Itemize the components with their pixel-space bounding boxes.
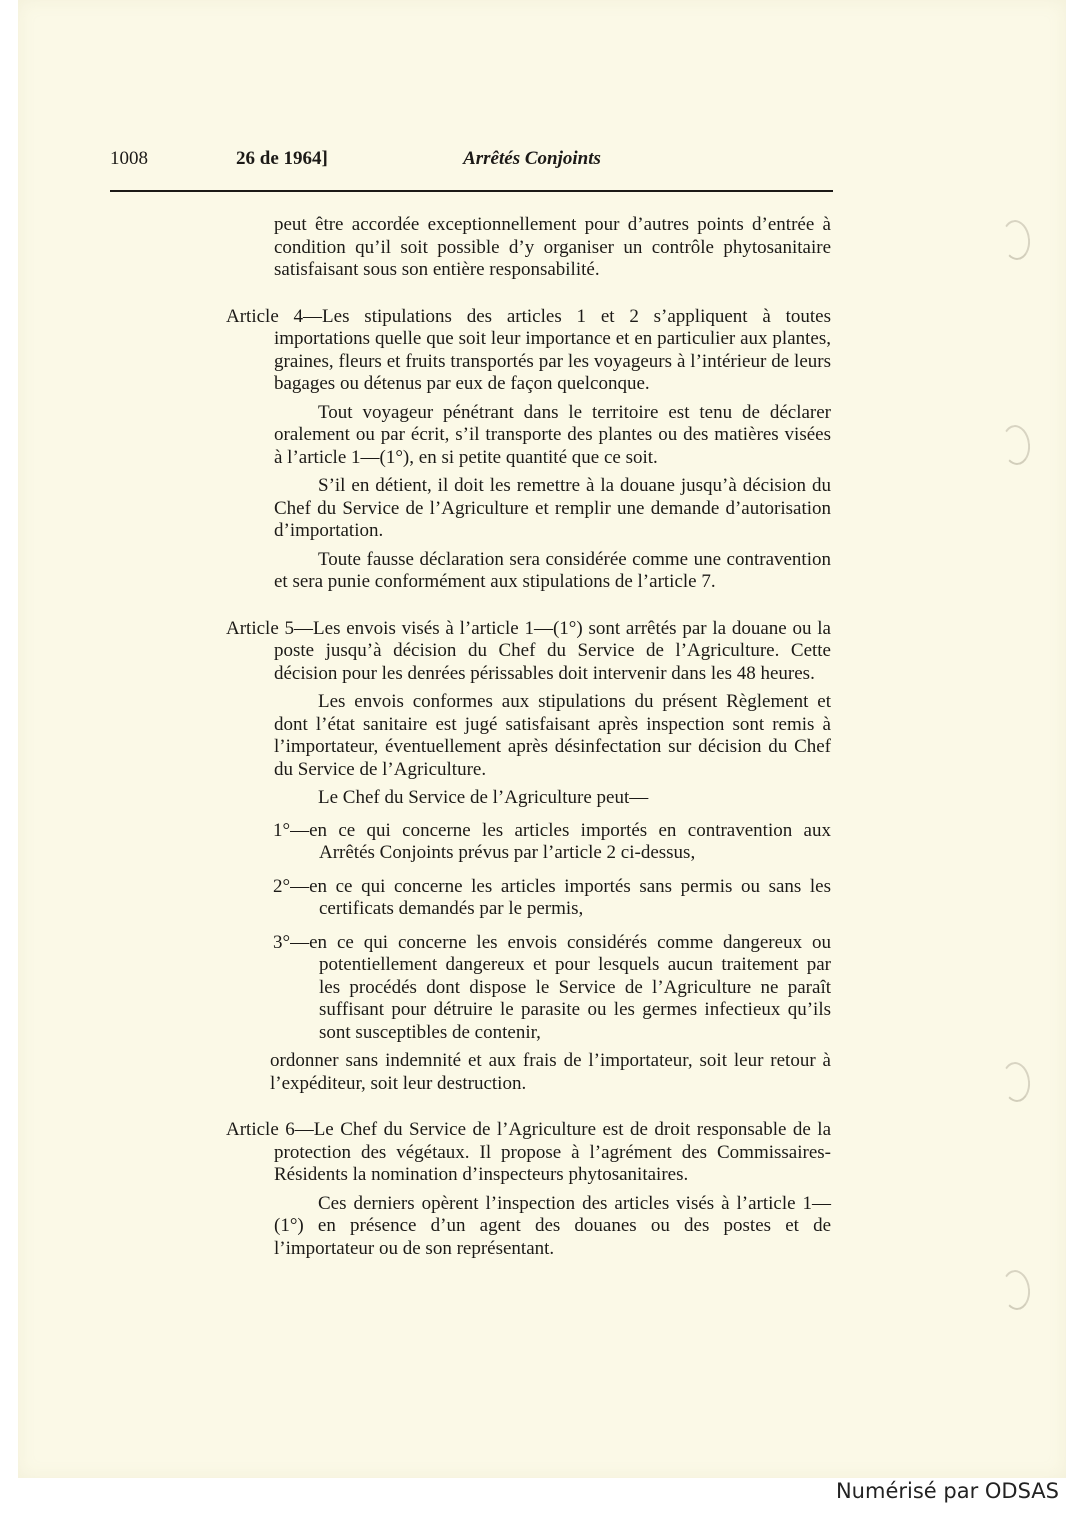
section-title: Arrêtés Conjoints bbox=[463, 148, 601, 169]
article-4-paragraph: Tout voyageur pénétrant dans le territoire est tenu de déclarer oralement ou par écrit, s’il transporte des plantes ou des matières visées à l’article 1—(1°), en si petite quantité que ce soit. bbox=[274, 401, 831, 468]
article-4-heading-paragraph: Article 4—Les stipulations des articles 1 et 2 s’appliquent à toutes importations quelle que soit leur importance et en particulier aux plantes, graines, fleurs et fruits transportés par les voyageurs à l’intérieur de leurs bagages ou détenus par eux de façon quelconque. bbox=[226, 305, 831, 394]
year-reference: 26 de 1964] bbox=[236, 148, 328, 169]
article-4-paragraph: S’il en détient, il doit les remettre à la douane jusqu’à décision du Chef du Service de l’Agriculture et remplir une demande d’autorisation d’importation. bbox=[274, 475, 831, 541]
punch-hole-mark bbox=[1000, 1061, 1032, 1104]
page-number: 1008 bbox=[110, 148, 148, 169]
article-5-list-item: 2°—en ce qui concerne les articles importés sans permis ou sans les certificats demandés par le permis, bbox=[273, 875, 831, 919]
article-5-list-item: 3°—en ce qui concerne les envois considérés comme dangereux ou potentiellement dangereux et pour lesquels aucun traitement par les procédés dont dispose le Service de l’Agriculture ne paraît suffisant pour détruire le parasite ou les germes infectieux qu’ils sont susceptibles de contenir, bbox=[273, 931, 831, 1043]
punch-hole-mark bbox=[1000, 424, 1032, 467]
article-6-heading-paragraph: Article 6—Le Chef du Service de l’Agriculture est de droit responsable de la protection des végétaux. Il propose à l’agrément des Commissaires-Résidents la nomination d’inspecteurs phytosanitaires. bbox=[226, 1119, 831, 1185]
article-5-paragraph: Le Chef du Service de l’Agriculture peut— bbox=[318, 787, 649, 808]
page-header bbox=[110, 148, 833, 192]
continuation-paragraph: peut être accordée exceptionnellement pour d’autres points d’entrée à condition qu’il soit possible d’y organiser un contrôle phytosanitaire satisfaisant sous son entière responsabilité. bbox=[274, 214, 831, 280]
article-6-paragraph: Ces derniers opèrent l’inspection des articles visés à l’article 1—(1°) en présence d’un agent des douanes ou des postes et de l’importateur ou de son représentant. bbox=[274, 1192, 831, 1259]
punch-hole-mark bbox=[1000, 1269, 1032, 1312]
article-5-paragraph: Les envois conformes aux stipulations du présent Règlement et dont l’état sanitaire est jugé satisfaisant après inspection sont remis à l’importateur, éventuellement après désinfectation sur décision du Chef du Service de l’Agriculture. bbox=[274, 691, 831, 780]
article-5-list-item: 1°—en ce qui concerne les articles importés en contravention aux Arrêtés Conjoints prévus par l’article 2 ci-dessus, bbox=[273, 819, 831, 863]
punch-hole-mark bbox=[1000, 219, 1032, 262]
document-body bbox=[226, 214, 831, 1266]
digitization-credit: Numérisé par ODSAS bbox=[835, 1479, 1059, 1503]
article-5-conclusion: ordonner sans indemnité et aux frais de l’importateur, soit leur retour à l’expéditeur, soit leur destruction. bbox=[270, 1050, 831, 1094]
article-4-paragraph: Toute fausse déclaration sera considérée comme une contravention et sera punie conformément aux stipulations de l’article 7. bbox=[274, 548, 831, 592]
article-5-heading-paragraph: Article 5—Les envois visés à l’article 1—(1°) sont arrêtés par la douane ou la poste jusqu’à décision du Chef du Service de l’Agriculture. Cette décision pour les denrées périssables doit intervenir dans les 48 heures. bbox=[226, 617, 831, 684]
